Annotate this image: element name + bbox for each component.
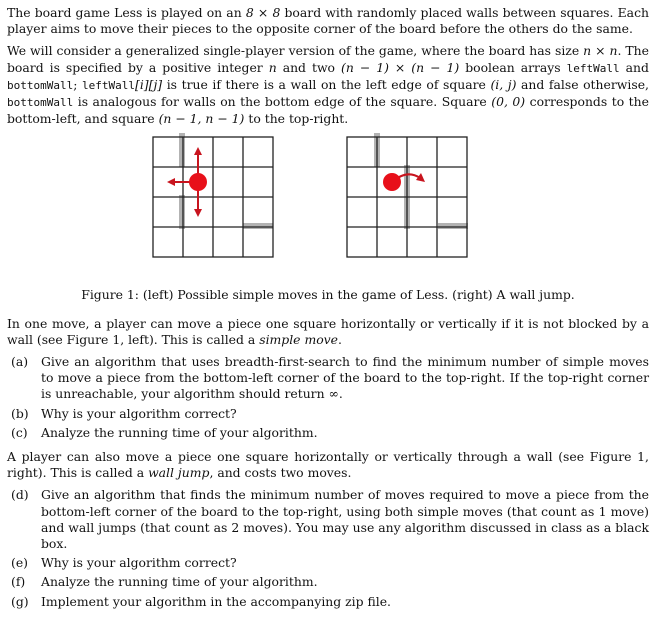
board-grid xyxy=(347,137,467,257)
game-piece xyxy=(189,173,207,191)
question-item: (e) Why is your algorithm correct? xyxy=(11,555,237,571)
code-leftwall: leftWall xyxy=(566,61,620,75)
question-list-2 xyxy=(7,487,649,609)
term-wall-jump: wall jump xyxy=(148,465,210,481)
code-bottomwall: bottomWall xyxy=(7,78,74,92)
arrow-up-head xyxy=(194,147,202,155)
wall-horizontal xyxy=(243,223,273,229)
game-piece xyxy=(383,173,401,191)
board-grid xyxy=(153,137,273,257)
board-dims: 8 × 8 xyxy=(245,5,281,20)
arrow-left-head xyxy=(167,178,175,186)
arrow-down-head xyxy=(194,209,202,217)
simple-move-paragraph: In one move, a player can move a piece one square horizontally or vertically if it is not blocked by a wall (see Figure 1, left). This is called a simple move. xyxy=(7,315,649,347)
question-item: (a) Give an algorithm that uses breadth-first-search to find the minimum number of simple moves to move a piece from the bottom-left corner of the board to the top-right. If the top-right corner is unreachable, your algorithm should return ∞. xyxy=(11,354,649,402)
infinity-symbol: ∞ xyxy=(328,386,339,402)
figure-caption: Figure 1: (left) Possible simple moves in the game of Less. (right) A wall jump. xyxy=(81,287,575,303)
question-item: (d) Give an algorithm that finds the minimum number of moves required to move a piece from the bottom-left corner of the board to the top-right, using both simple moves (that count as 1 move) and wall jumps (that count as 2 moves). You may use any algorithm discussed in class as a black box. xyxy=(11,487,649,552)
question-item: (g) Implement your algorithm in the accompanying zip file. xyxy=(11,593,391,609)
question-item: (f) Analyze the running time of your algorithm. xyxy=(11,574,318,590)
intro-paragraph-2: We will consider a generalized single-player version of the game, where the board has size n × n. The board is specified by a positive integer n and two (n − 1) × (n − 1) boolean arrays leftWall and bottomWall; leftWall[i][j] is true if there is a wall on the left edge of square (i, j) and false otherwise, bottomWall is analogous for walls on the bottom edge of the square. Square (0, 0) corresponds to the bottom-left, and square (n − 1, n − 1) to the top-right. xyxy=(7,43,649,127)
wall-horizontal xyxy=(438,223,468,229)
wall-vertical-mid xyxy=(179,195,185,229)
term-simple-move: simple move xyxy=(259,331,338,347)
question-list-1 xyxy=(7,354,649,441)
board-wall-jump xyxy=(341,133,473,263)
wall-jump-paragraph: A player can also move a piece one square horizontally or vertically through a wall (see Figure 1, right). This is called a wall jump, and costs two moves. xyxy=(7,449,649,481)
figure-1 xyxy=(7,133,649,285)
question-item: (b) Why is your algorithm correct? xyxy=(11,405,237,421)
question-item: (c) Analyze the running time of your algorithm. xyxy=(11,424,318,440)
board-simple-moves xyxy=(147,133,277,263)
intro-paragraph-1: The board game Less is played on an 8 × 8 board with randomly placed walls between squares. Each player aims to move their pieces to the opposite corner of the board before the others do the same. xyxy=(7,5,649,37)
wall-vertical-top xyxy=(179,133,185,167)
